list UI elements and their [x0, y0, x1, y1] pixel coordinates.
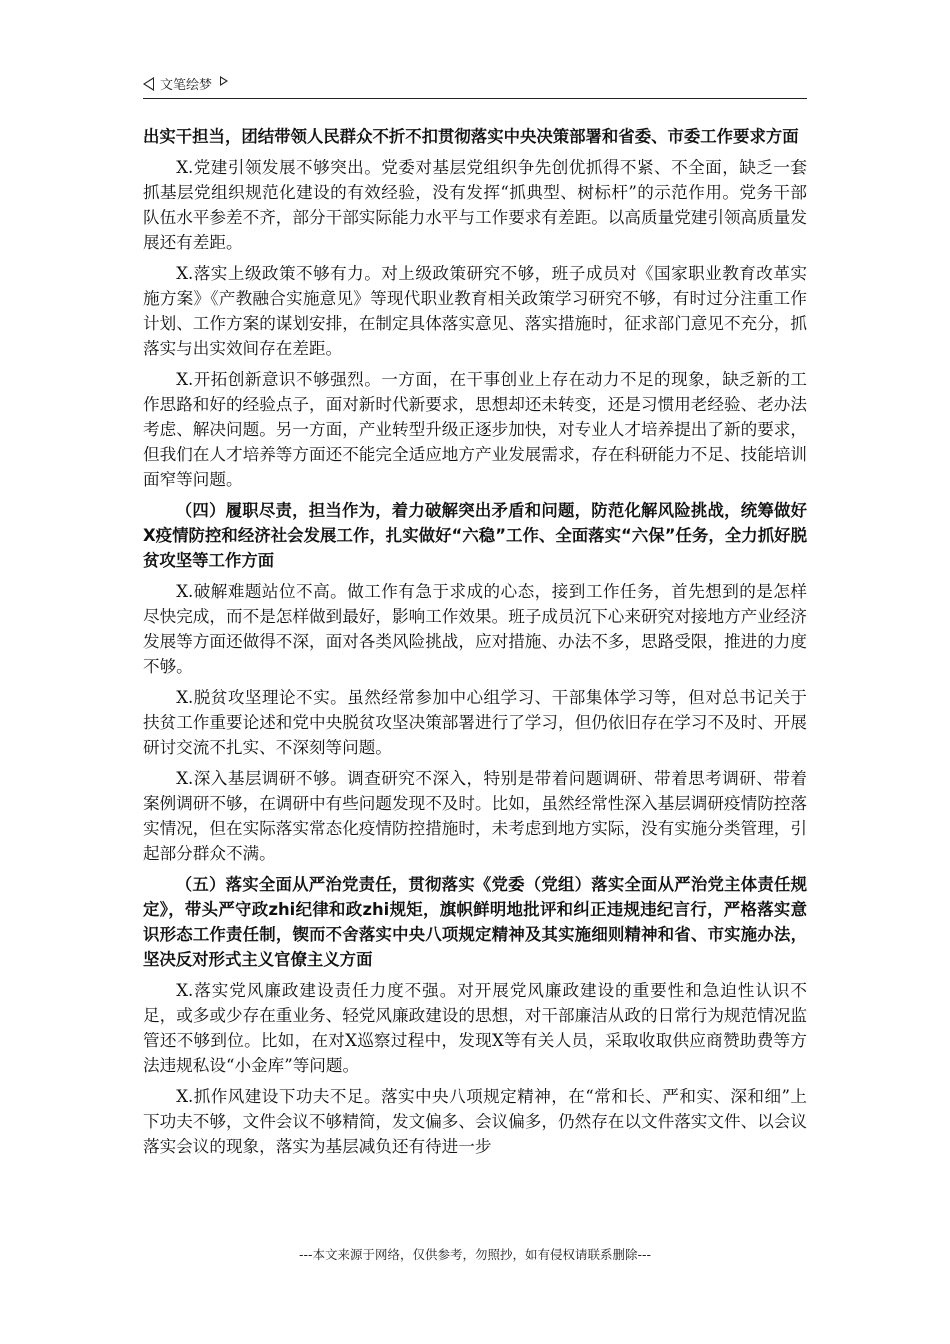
body-paragraph: X.开拓创新意识不够强烈。一方面，在干事创业上存在动力不足的现象，缺乏新的工作思路和好的经验点子，面对新时代新要求，思想却还未转变，还是习惯用老经验、老办法考虑、解决问题。另一方面，产业转型升级正逐步加快，对专业人才培养提出了新的要求，但我们在人才培养等方面还不能完全适应地方产业发展需求，存在科研能力不足、技能培训面窄等问题。 [143, 370, 807, 489]
body-paragraph: X.落实上级政策不够有力。对上级政策研究不够，班子成员对《国家职业教育改革实施方案》《产教融合实施意见》等现代职业教育相关政策学习研究不够，有时过分注重工作计划、工作方案的谋划安排，在制定具体落实意见、落实措施时，征求部门意见不充分，抓落实与出实效间存在差距。 [143, 264, 807, 358]
body-paragraph: X.深入基层调研不够。调查研究不深入，特别是带着问题调研、带着思考调研、带着案例调研不够，在调研中有些问题发现不及时。比如，虽然经常性深入基层调研疫情防控落实情况，但在实际落实常态化疫情防控措施时，未考虑到地方实际，没有实施分类管理，引起部分群众不满。 [143, 769, 807, 863]
document-body [143, 124, 807, 1165]
disclaimer-footer: ---本文来源于网络，仅供参考，勿照抄，如有侵权请联系删除--- [298, 1247, 652, 1262]
body-paragraph: X.破解难题站位不高。做工作有急于求成的心态，接到工作任务，首先想到的是怎样尽快完成，而不是怎样做到最好，影响工作效果。班子成员沉下心来研究对接地方产业经济发展等方面还做得不深，面对各类风险挑战，应对措施、办法不多，思路受限，推进的力度不够。 [143, 582, 807, 676]
body-paragraph: X.党建引领发展不够突出。党委对基层党组织争先创优抓得不紧、不全面，缺乏一套抓基层党组织规范化建设的有效经验，没有发挥“抓典型、树标杆”的示范作用。党务干部队伍水平参差不齐，部分干部实际能力水平与工作要求有差距。以高质量党建引领高质量发展还有差距。 [143, 158, 807, 252]
brand-name: 文笔绘梦 [160, 78, 213, 93]
section-heading: （五）落实全面从严治党责任，贯彻落实《党委（党组）落实全面从严治党主体责任规定》，带头严守政zhi纪律和政zhi规矩，旗帜鲜明地批评和纠正违规违纪言行，严格落实意识形态工作责任制，锲而不舍落实中央八项规定精神及其实施细则精神和省、市实施办法，坚决反对形式主义官僚主义方面 [143, 875, 807, 969]
triangle-right-icon [220, 76, 228, 86]
brand [143, 74, 228, 93]
triangle-left-icon [143, 77, 154, 91]
body-paragraph: X.落实党风廉政建设责任力度不强。对开展党风廉政建设的重要性和急迫性认识不足，或多或少存在重业务、轻党风廉政建设的思想，对干部廉洁从政的日常行为规范情况监管还不够到位。比如，在对X巡察过程中，发现X等有关人员，采取收取供应商赞助费等方法违规私设“小金库”等问题。 [143, 981, 807, 1075]
body-paragraph: X.抓作风建设下功夫不足。落实中央八项规定精神，在“常和长、严和实、深和细”上下功夫不够，文件会议不够精简，发文偏多、会议偏多，仍然存在以文件落实文件、以会议落实会议的现象，落实为基层减负还有待进一步 [143, 1087, 807, 1156]
body-paragraph: X.脱贫攻坚理论不实。虽然经常参加中心组学习、干部集体学习等，但对总书记关于扶贫工作重要论述和党中央脱贫攻坚决策部署进行了学习，但仍依旧存在学习不及时、开展研讨交流不扎实、不深刻等问题。 [143, 688, 807, 757]
section-heading: （四）履职尽责，担当作为，着力破解突出矛盾和问题，防范化解风险挑战，统筹做好X疫情防控和经济社会发展工作，扎实做好“六稳”工作、全面落实“六保”任务，全力抓好脱贫攻坚等工作方面 [143, 501, 807, 570]
section-heading: 出实干担当，团结带领人民群众不折不扣贯彻落实中央决策部署和省委、市委工作要求方面 [143, 127, 799, 146]
page-header [143, 72, 807, 99]
